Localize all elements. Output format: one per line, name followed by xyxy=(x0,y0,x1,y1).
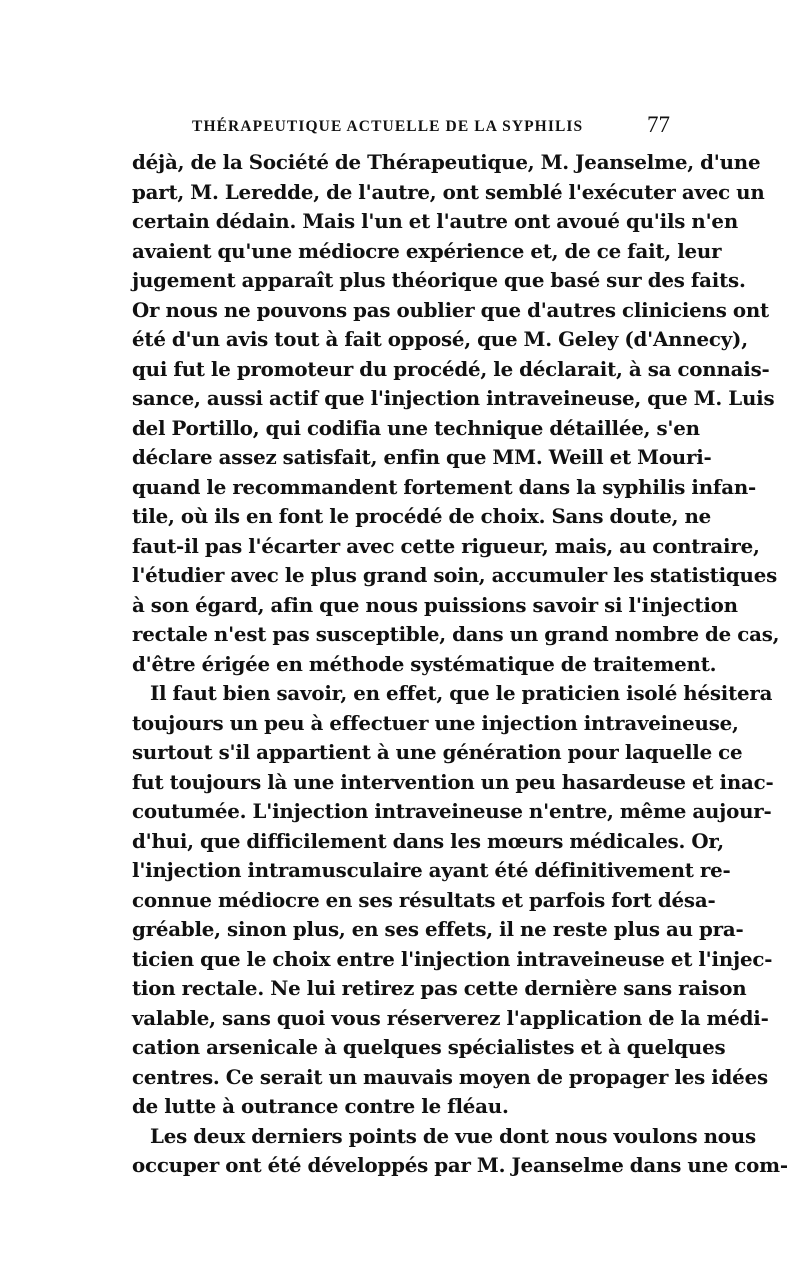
text-line: rectale n'est pas susceptible, dans un grand nombre de cas, xyxy=(132,622,780,646)
text-line: été d'un avis tout à fait opposé, que M. Geley (d'Annecy), xyxy=(132,327,748,351)
text-line: l'injection intramusculaire ayant été définitivement re- xyxy=(132,858,731,882)
text-line: gréable, sinon plus, en ses effets, il ne reste plus au pra- xyxy=(132,917,744,941)
text-line: à son égard, afin que nous puissions savoir si l'injection xyxy=(132,592,738,617)
text-line: Or nous ne pouvons pas oublier que d'autres cliniciens ont xyxy=(132,297,769,322)
text-line: faut-il pas l'écarter avec cette rigueur, mais, au contraire, xyxy=(132,533,760,558)
text-line: quand le recommandent fortement dans la syphilis infan- xyxy=(132,474,757,499)
text-line: fut toujours là une intervention un peu hasardeuse et inac- xyxy=(132,769,774,794)
text-line: part, M. Leredde, de l'autre, ont semblé l'exécuter avec un xyxy=(132,179,765,204)
running-title: THÉRAPEUTIQUE ACTUELLE DE LA SYPHILIS xyxy=(192,118,584,135)
text-line: déjà, de la Société de Thérapeutique, M. Jeanselme, d'une xyxy=(132,150,761,174)
text-line: l'étudier avec le plus grand soin, accumuler les statistiques xyxy=(132,563,778,587)
text-line: Il faut bien savoir, en effet, que le praticien isolé hésitera xyxy=(150,681,773,705)
text-line: coutumée. L'injection intraveineuse n'entre, même aujour- xyxy=(132,799,772,823)
body-text xyxy=(132,148,788,1181)
running-header xyxy=(132,112,672,142)
text-line: avaient qu'une médiocre expérience et, de ce fait, leur xyxy=(132,238,722,263)
text-line: déclare assez satisfait, enfin que MM. Weill et Mouri- xyxy=(132,445,712,469)
text-line: sance, aussi actif que l'injection intraveineuse, que M. Luis xyxy=(132,386,775,410)
text-line: occuper ont été développés par M. Jeanselme dans une com- xyxy=(132,1153,788,1177)
page-number: 77 xyxy=(647,112,670,137)
text-line: valable, sans quoi vous réserverez l'application de la médi- xyxy=(132,1005,769,1030)
text-line: de lutte à outrance contre le fléau. xyxy=(132,1094,509,1118)
text-line: ticien que le choix entre l'injection intraveineuse et l'injec- xyxy=(132,946,773,971)
text-line: d'hui, que difficilement dans les mœurs médicales. Or, xyxy=(132,828,724,853)
text-line: toujours un peu à effectuer une injection intraveineuse, xyxy=(132,710,739,735)
text-line: certain dédain. Mais l'un et l'autre ont avoué qu'ils n'en xyxy=(132,209,738,233)
text-line: surtout s'il appartient à une génération pour laquelle ce xyxy=(132,740,743,764)
text-line: centres. Ce serait un mauvais moyen de propager les idées xyxy=(132,1064,768,1089)
text-line: qui fut le promoteur du procédé, le déclarait, à sa connais- xyxy=(132,356,770,381)
text-line: jugement apparaît plus théorique que basé sur des faits. xyxy=(132,268,746,292)
text-line: d'être érigée en méthode systématique de traitement. xyxy=(132,651,717,676)
text-line: tion rectale. Ne lui retirez pas cette dernière sans raison xyxy=(132,976,747,1000)
text-line: Les deux derniers points de vue dont nous voulons nous xyxy=(150,1123,756,1148)
text-line: del Portillo, qui codifia une technique détaillée, s'en xyxy=(132,415,700,440)
text-line: cation arsenicale à quelques spécialistes et à quelques xyxy=(132,1035,726,1059)
text-line: tile, où ils en font le procédé de choix. Sans doute, ne xyxy=(132,504,712,528)
text-line: connue médiocre en ses résultats et parfois fort désa- xyxy=(132,887,716,912)
